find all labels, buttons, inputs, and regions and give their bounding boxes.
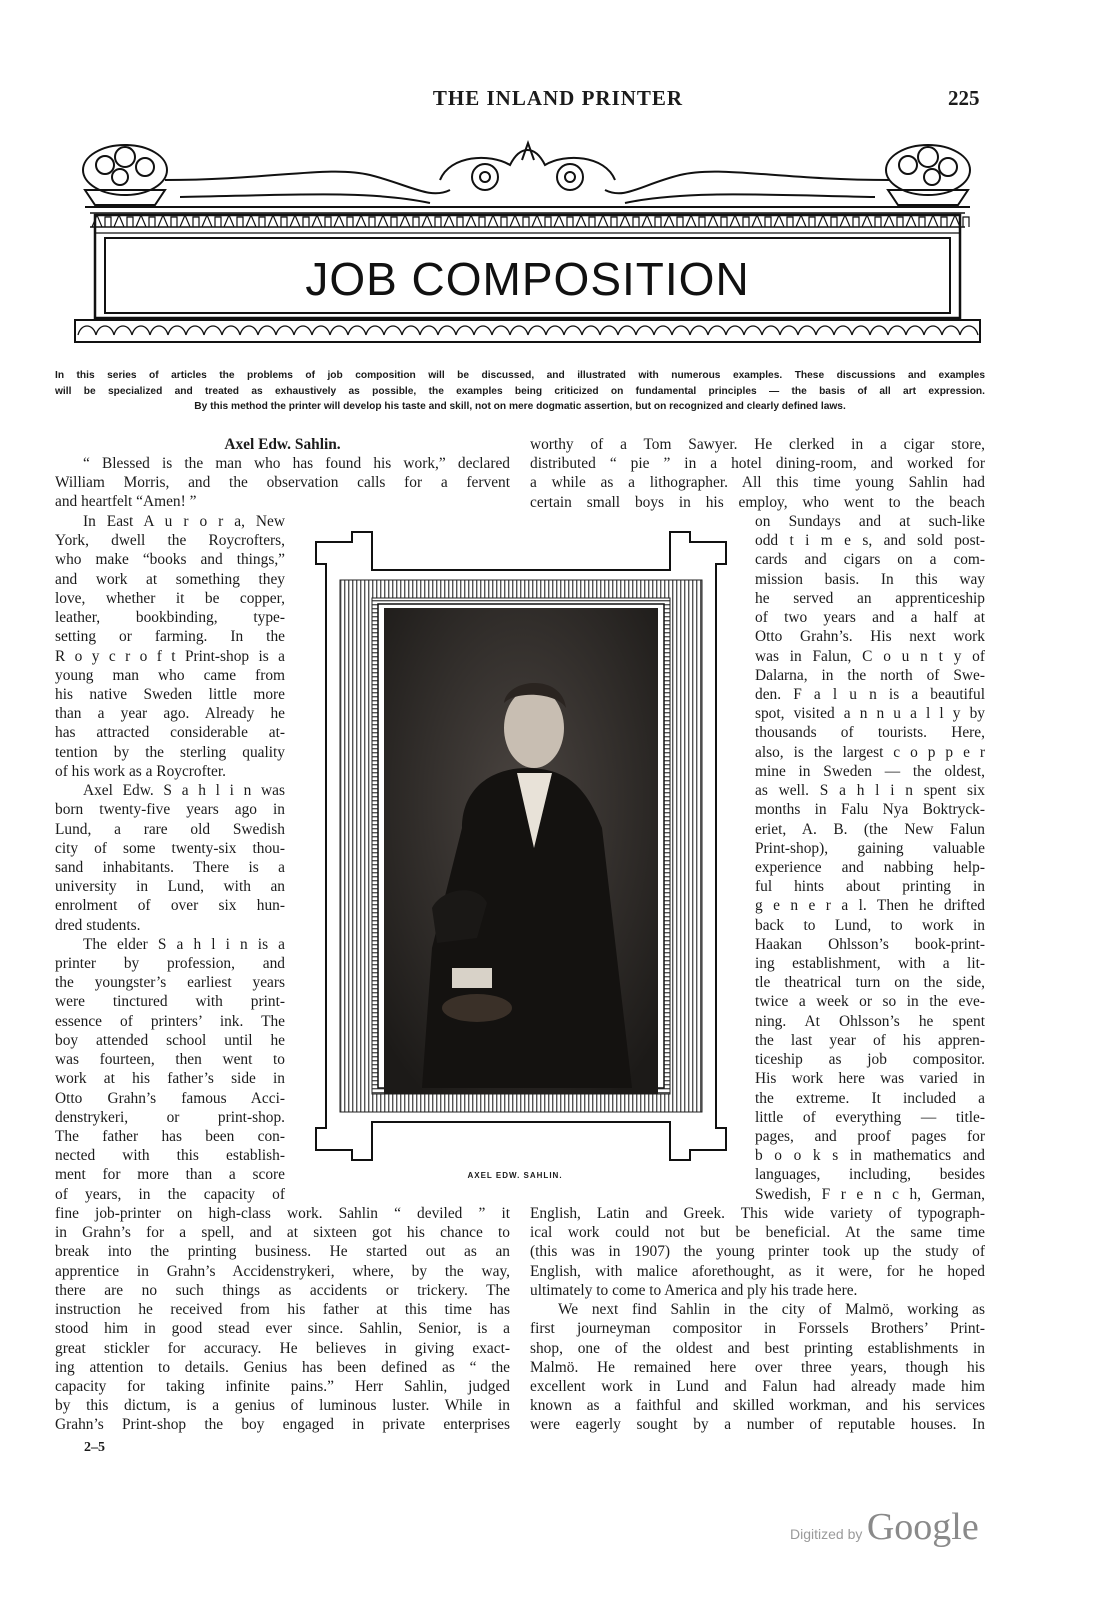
arch-ornament (224, 215, 243, 227)
scallop-ornament (798, 326, 816, 335)
scallop-ornament (942, 326, 960, 335)
scallop-ornament (510, 326, 528, 335)
scallop-ornament (168, 326, 186, 335)
text-line: Haakan Ohlsson’s book-print- (755, 935, 985, 953)
text-line: first journeyman compositor in Forssels Brothers’ Print- (530, 1320, 985, 1338)
text-line: ful hints about printing in (755, 878, 985, 896)
page-number: 225 (948, 86, 980, 110)
scallop-ornament (438, 326, 456, 335)
text-line: on Sundays and at such-like (755, 513, 985, 530)
text-line: ning. At Ohlsson’s he spent (755, 1012, 985, 1030)
scallop-ornament (114, 326, 132, 335)
scallop-ornament (852, 326, 870, 335)
text-line: York, dwell the Roycrofters, (55, 532, 285, 550)
text-line: William Morris, and the observation calls for a fervent (55, 474, 510, 492)
text-line: distributed “ pie ” in a hotel dining-room, and worked for (530, 455, 985, 473)
scallop-ornament (690, 326, 708, 335)
scallop-ornament (600, 326, 618, 335)
text-line: We next find Sahlin in the city of Malmö, working as (558, 1301, 985, 1319)
right-column-bottom (530, 1204, 985, 1435)
text-line: spot, visited a n n u a l l y by (755, 705, 985, 723)
text-line: shop, one of the oldest and best printing establishments in (530, 1339, 985, 1357)
text-line: sand inhabitants. There is a (55, 858, 285, 876)
text-line: the youngster’s earliest years (55, 974, 285, 992)
arch-ornament (532, 215, 551, 227)
scallop-ornament (780, 326, 798, 335)
arch-ornament (752, 215, 771, 227)
scallop-ornament (456, 326, 474, 335)
right-column-top (530, 435, 985, 512)
left-column-bottom (55, 1204, 510, 1435)
scallop-ornament (366, 326, 384, 335)
text-line: twice a week or so in the eve- (755, 993, 985, 1011)
arch-ornament (444, 215, 463, 227)
fruit-basket-left-icon (83, 145, 167, 205)
text-line: Lund, a rare old Swedish (55, 820, 285, 838)
scallop-ornament (258, 326, 276, 335)
text-line: nected with this establish- (55, 1147, 285, 1165)
scallop-ornament (420, 326, 438, 335)
text-line: young man who came from (55, 666, 285, 684)
text-line: experience and nabbing help- (755, 858, 985, 876)
intro-line: By this method the printer will develop his taste and skill, not on mere dogmatic assertion, but on recognized and clearly defined laws. (194, 401, 846, 412)
text-line: known as a faithful and skilled workman, and his services (530, 1397, 985, 1415)
text-line: certain small boys in his employ, who went to the beach (530, 493, 985, 511)
arch-ornament (114, 215, 133, 227)
text-line: mission basis. In this way (755, 570, 985, 588)
text-line: “ Blessed is the man who has found his work,” declared (83, 455, 510, 472)
arch-ornament (268, 215, 287, 227)
running-title: THE INLAND PRINTER (432, 86, 684, 110)
text-line: the last year of his appren- (755, 1031, 985, 1049)
article-heading-block (55, 435, 510, 454)
text-line: university in Lund, with an (55, 878, 285, 896)
arch-ornament (708, 215, 727, 227)
text-line: Otto Grahn’s. His next work (755, 628, 985, 646)
arch-ornament (664, 215, 683, 227)
text-line: thousands of tourists. Here, (755, 724, 985, 742)
scallop-ornament (492, 326, 510, 335)
arch-ornament (136, 215, 155, 227)
arch-ornament (246, 215, 265, 227)
text-line: of his work as a Roycrofter. (55, 762, 226, 780)
intro-line: will be specialized and treated as exhaustively as possible, the examples being criticized on fundamental principles — the basis of all art expression. (55, 385, 985, 397)
arch-ornament (202, 215, 221, 227)
section-title: JOB COMPOSITION (305, 253, 750, 305)
scallop-ornament (528, 326, 546, 335)
text-line: cards and cigars on a com- (755, 551, 985, 569)
scallop-ornament (618, 326, 636, 335)
text-line: The father has been con- (55, 1128, 285, 1145)
text-line: back to Lund, to work in (755, 916, 985, 934)
text-line: ing attention to details. Genius has been defined as “ the (55, 1358, 510, 1376)
arch-ornament (378, 215, 397, 227)
scallop-ornament (96, 326, 114, 335)
scallop-ornament (222, 326, 240, 335)
text-line: of years, in the capacity of (55, 1185, 285, 1203)
text-line: excellent work in Lund and Falun had already made him (530, 1377, 985, 1395)
left-column-narrow (55, 512, 285, 1204)
text-line: were tinctured with print- (55, 993, 285, 1011)
text-line: eriet, A. B. (the New Falun (755, 820, 985, 838)
arch-ornament (862, 215, 881, 227)
scallop-ornament (186, 326, 204, 335)
text-line: capacity for taking infinite pains.” Herr Sahlin, judged (55, 1377, 510, 1395)
text-line: dred students. (55, 916, 141, 934)
arch-ornament (334, 215, 353, 227)
text-line: essence of printers’ ink. The (55, 1012, 285, 1030)
text-line: also, is the largest c o p p e r (755, 743, 985, 761)
text-line: city of some twenty-six thou- (55, 839, 285, 857)
text-line: (this was in 1907) the young printer took up the study of (530, 1243, 985, 1261)
text-line: languages, including, besides (755, 1166, 985, 1184)
text-line: b o o k s in mathematics and (755, 1147, 985, 1165)
text-line: were eagerly sought by a number of reputable houses. In (530, 1416, 985, 1434)
text-line: was in Falun, C o u n t y of (755, 647, 985, 665)
text-line: and heartfelt “Amen! ” (55, 493, 197, 511)
text-line: Grahn’s Print-shop the boy engaged in private enterprises (55, 1416, 510, 1434)
arch-ornament (576, 215, 595, 227)
text-line: enrolment of over six hun- (55, 897, 285, 915)
text-line: and work at something they (55, 570, 285, 588)
text-line: Otto Grahn’s famous Acci- (55, 1089, 285, 1107)
arch-ornament (466, 215, 485, 227)
left-column-top (55, 454, 510, 512)
text-line: setting or farming. In the (55, 628, 285, 646)
arch-ornament (840, 215, 859, 227)
text-line: stood him in good stead ever since. Sahlin, Senior, is a (55, 1320, 510, 1338)
text-line: worthy of a Tom Sawyer. He clerked in a cigar store, (530, 436, 985, 453)
signature-mark: 2–5 (84, 1440, 105, 1455)
text-line: work at his father’s side in (55, 1070, 285, 1088)
scallop-ornament (870, 326, 888, 335)
scallop-ornament (150, 326, 168, 335)
scallop-ornament (348, 326, 366, 335)
arch-ornament (510, 215, 529, 227)
text-line: a while as a lithographer. All this time young Sahlin had (530, 474, 985, 492)
arch-ornament (642, 215, 661, 227)
text-line: than a year ago. Already he (55, 705, 285, 723)
arch-ornament (290, 215, 309, 227)
scallop-ornament (402, 326, 420, 335)
text-line: break into the printing business. He started out as an (55, 1243, 510, 1261)
scallop-ornament (672, 326, 690, 335)
text-line: Dalarna, in the north of Swe- (755, 666, 985, 684)
scallop-ornament (240, 326, 258, 335)
text-line: denstrykeri, or print-shop. (55, 1108, 285, 1126)
text-line: leather, bookbinding, type- (55, 609, 285, 627)
text-line: born twenty-five years ago in (55, 801, 285, 819)
scallop-ornament (924, 326, 942, 335)
scallop-ornament (816, 326, 834, 335)
text-line: R o y c r o f t Print-shop is a (55, 647, 285, 665)
arch-ornament (620, 215, 639, 227)
text-line: the extreme. It included a (755, 1089, 985, 1107)
text-line: odd t i m e s, and sold post- (755, 532, 985, 550)
text-line: ing establishment, with a lit- (755, 955, 985, 973)
scallop-ornament (204, 326, 222, 335)
series-introduction (55, 368, 985, 415)
text-line: by this dictum, is a genius of luminous luster. While in (55, 1397, 510, 1415)
text-line: In East A u r o r a, New (83, 513, 285, 530)
digitized-watermark (790, 1505, 979, 1549)
photo-caption: AXEL EDW. SAHLIN. (467, 1171, 563, 1180)
arch-ornament (928, 215, 947, 227)
arch-ornament (312, 215, 331, 227)
arch-ornament (730, 215, 749, 227)
google-logo: Google (866, 1506, 979, 1548)
arch-ornament (488, 215, 507, 227)
scallop-ornament (636, 326, 654, 335)
text-line: has attracted considerable at- (55, 724, 285, 742)
text-line: ticeship as job compositor. (755, 1051, 985, 1069)
text-line: English, with malice aforethought, as it were, for he hoped (530, 1262, 985, 1280)
article-heading: Axel Edw. Sahlin. (224, 436, 341, 453)
scallop-ornament (474, 326, 492, 335)
digitized-prefix: Digitized by (790, 1526, 863, 1542)
scallop-ornament (78, 326, 96, 335)
text-line: there are no such things as accidents or trickery. The (55, 1281, 510, 1299)
text-line: tle theatrical turn on the side, (755, 974, 985, 992)
arch-ornament (906, 215, 925, 227)
scallop-ornament (906, 326, 924, 335)
text-line: as well. S a h l i n spent six (755, 782, 985, 800)
scallop-ornament (384, 326, 402, 335)
arch-ornament (554, 215, 573, 227)
text-line: den. F a l u n is a beautiful (755, 685, 985, 703)
text-line: was fourteen, then went to (55, 1051, 285, 1069)
scallop-ornament (132, 326, 150, 335)
fruit-basket-right-icon (886, 145, 970, 205)
scallop-ornament (708, 326, 726, 335)
text-line: in Grahn’s for a spell, and at sixteen got his chance to (55, 1224, 510, 1242)
text-line: English, Latin and Greek. This wide variety of typograph- (530, 1205, 985, 1222)
scallop-ornament (546, 326, 564, 335)
text-line: fine job-printer on high-class work. Sahlin “ deviled ” it (55, 1205, 510, 1222)
text-line: apprentice in Grahn’s Accidenstrykeri, where, by the way, (55, 1262, 510, 1280)
text-line: little of everything — title- (755, 1108, 985, 1126)
intro-line: In this series of articles the problems of job composition will be discussed, and illustrated with numerous examples. These discussions and examples (55, 370, 985, 381)
scallop-ornament (960, 326, 978, 335)
arch-ornament (180, 215, 199, 227)
arch-ornament (400, 215, 419, 227)
text-line: of two years and a half at (755, 609, 985, 627)
arch-ornament (686, 215, 705, 227)
scallop-ornament (888, 326, 906, 335)
text-line: His work here was varied in (755, 1070, 985, 1088)
text-line: Print-shop), gaining valuable (755, 839, 985, 857)
text-line: months in Falu Nya Boktryck- (755, 801, 985, 819)
scallop-ornament (564, 326, 582, 335)
scallop-ornament (726, 326, 744, 335)
right-column-narrow (755, 512, 985, 1204)
scallop-ornament (276, 326, 294, 335)
scallop-ornament (294, 326, 312, 335)
portrait-frame (312, 528, 730, 1164)
text-line: he served an apprenticeship (755, 589, 985, 607)
text-line: ical work could not but be beneficial. At the same time (530, 1224, 985, 1242)
scallop-ornament (834, 326, 852, 335)
arch-ornament (422, 215, 441, 227)
arch-ornament (158, 215, 177, 227)
scallop-ornament (312, 326, 330, 335)
text-line: The elder S a h l i n is a (83, 935, 285, 953)
arch-ornament (356, 215, 375, 227)
text-line: instruction he received from his father at this time has (55, 1301, 510, 1319)
text-line: mine in Sweden — the oldest, (755, 762, 985, 780)
text-line: ultimately to come to America and ply his trade here. (530, 1281, 858, 1299)
text-line: Malmö. He remained here over three years, though his (530, 1358, 985, 1376)
text-line: who make “books and things,” (55, 551, 285, 569)
scallop-ornament (330, 326, 348, 335)
scallop-ornament (654, 326, 672, 335)
text-line: pages, and proof pages for (755, 1128, 985, 1145)
text-line: love, whether it be copper, (55, 589, 285, 607)
arch-ornament (774, 215, 793, 227)
text-line: boy attended school until he (55, 1031, 285, 1049)
text-line: ment for more than a score (55, 1166, 285, 1184)
text-line: his native Sweden little more (55, 685, 285, 703)
arch-ornament (796, 215, 815, 227)
arch-ornament (884, 215, 903, 227)
text-line: g e n e r a l. Then he drifted (755, 897, 985, 915)
arch-ornament (818, 215, 837, 227)
text-line: great stickler for accuracy. He believes in giving exact- (55, 1339, 510, 1357)
text-line: Swedish, F r e n c h, German, (755, 1185, 985, 1203)
text-line: tention by the sterling quality (55, 743, 285, 761)
ornamental-banner (70, 135, 985, 345)
scallop-ornament (744, 326, 762, 335)
text-line: printer by profession, and (55, 955, 285, 973)
scallop-ornament (582, 326, 600, 335)
text-line: Axel Edw. S a h l i n was (83, 782, 285, 800)
scallop-ornament (762, 326, 780, 335)
arch-ornament (598, 215, 617, 227)
